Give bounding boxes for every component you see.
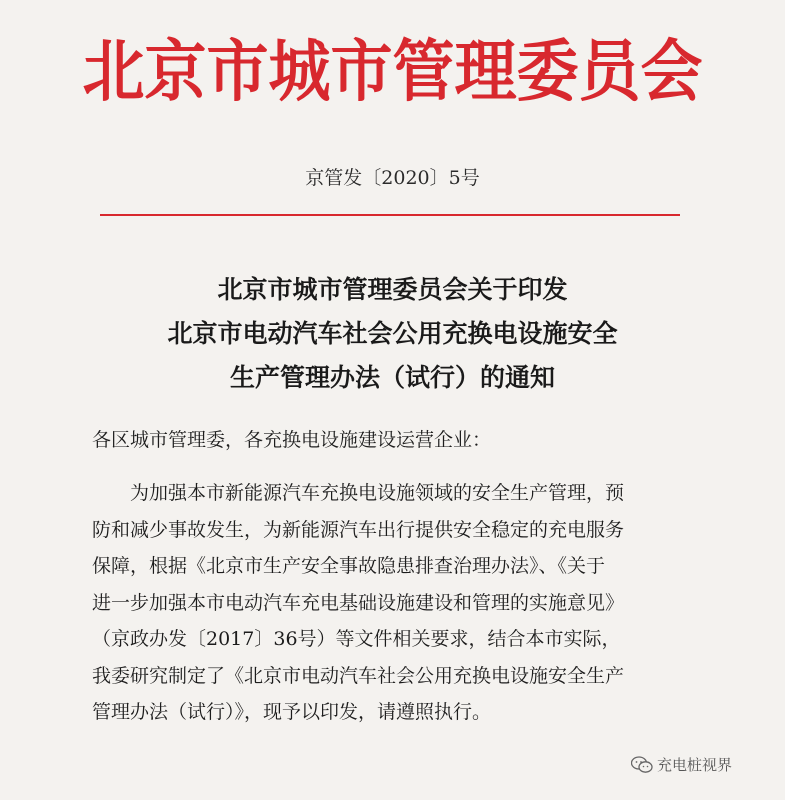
- document-number: 京管发〔2020〕5号: [305, 167, 480, 189]
- body-line: （京政办发〔2017〕36号）等文件相关要求，结合本市实际，: [92, 628, 621, 650]
- watermark-text: 充电桩视界: [657, 756, 733, 774]
- body-line: 管理办法（试行）》，现予以印发，请遵照执行。: [92, 701, 492, 723]
- body-line: 保障，根据《北京市生产安全事故隐患排查治理办法》、《关于: [92, 555, 606, 577]
- agency-header: 北京市城市管理委员会: [82, 32, 703, 111]
- title-line: 北京市电动汽车社会公用充换电设施安全: [167, 319, 618, 348]
- body-line: 我委研究制定了《北京市电动汽车社会公用充换电设施安全生产: [92, 664, 625, 687]
- body-line: 为加强本市新能源汽车充换电设施领域的安全生产管理，预: [92, 482, 625, 504]
- document-title: [0, 268, 785, 400]
- body-line: 防和减少事故发生，为新能源汽车出行提供安全稳定的充电服务: [92, 518, 625, 541]
- title-line: 北京市城市管理委员会关于印发: [217, 275, 568, 304]
- addressee: 各区城市管理委，各充换电设施建设运营企业：: [92, 429, 492, 451]
- red-divider-line: [100, 214, 680, 216]
- title-line: 生产管理办法（试行）的通知: [229, 363, 555, 392]
- watermark: [631, 754, 732, 775]
- body-text: [92, 475, 732, 731]
- body-line: 进一步加强本市电动汽车充电基础设施建设和管理的实施意见》: [92, 591, 625, 614]
- wechat-icon: [631, 756, 653, 774]
